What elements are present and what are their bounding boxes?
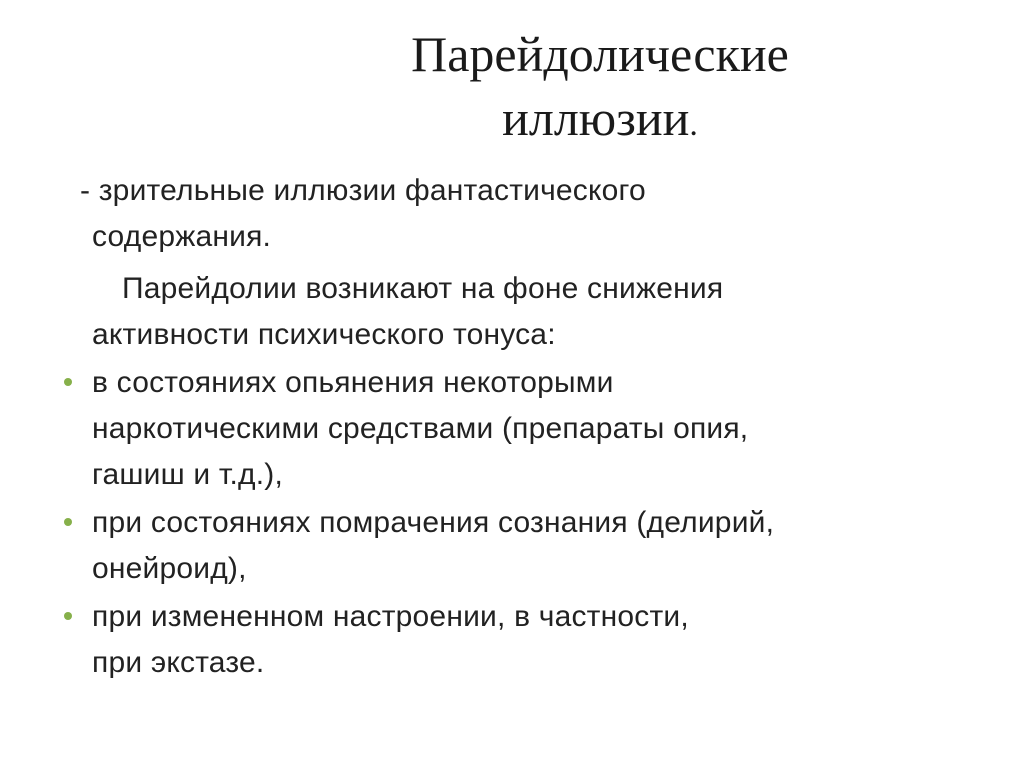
bullet-2-line-2: онейроид), [92,552,247,585]
bullet-3-line-1: при измененном настроении, в частности, [92,600,689,633]
bullet-3-line-2: при экстазе. [92,646,265,679]
slide-title [300,22,900,157]
bullet-item-2 [92,500,972,592]
cause-line-2: активности психического тонуса: [92,318,556,351]
bullet-dot-2 [64,518,72,526]
title-period: . [689,106,698,143]
bullet-1-line-1: в состояниях опьянения некоторыми [92,366,614,399]
bullet-1-line-2: наркотическими средствами (препараты опия, [92,412,749,445]
bullet-item-3 [92,594,972,686]
bullet-1-line-3: гашиш и т.д.), [92,458,284,491]
title-line-1: Парейдолические [411,26,789,82]
cause-line-1: Парейдолии возникают на фоне снижения [122,272,724,305]
title-word: иллюзии [502,90,690,146]
cause-paragraph [92,266,972,358]
title-line-2 [300,86,900,157]
bullet-item-1 [92,360,972,498]
intro-line-1: - зрительные иллюзии фантастического [80,174,646,207]
bullet-2-line-1: при состояниях помрачения сознания (делирий, [92,506,775,539]
bullet-dot-3 [64,612,72,620]
intro-line-2: содержания. [92,220,272,253]
intro-paragraph [80,168,960,260]
bullet-dot-1 [64,378,72,386]
